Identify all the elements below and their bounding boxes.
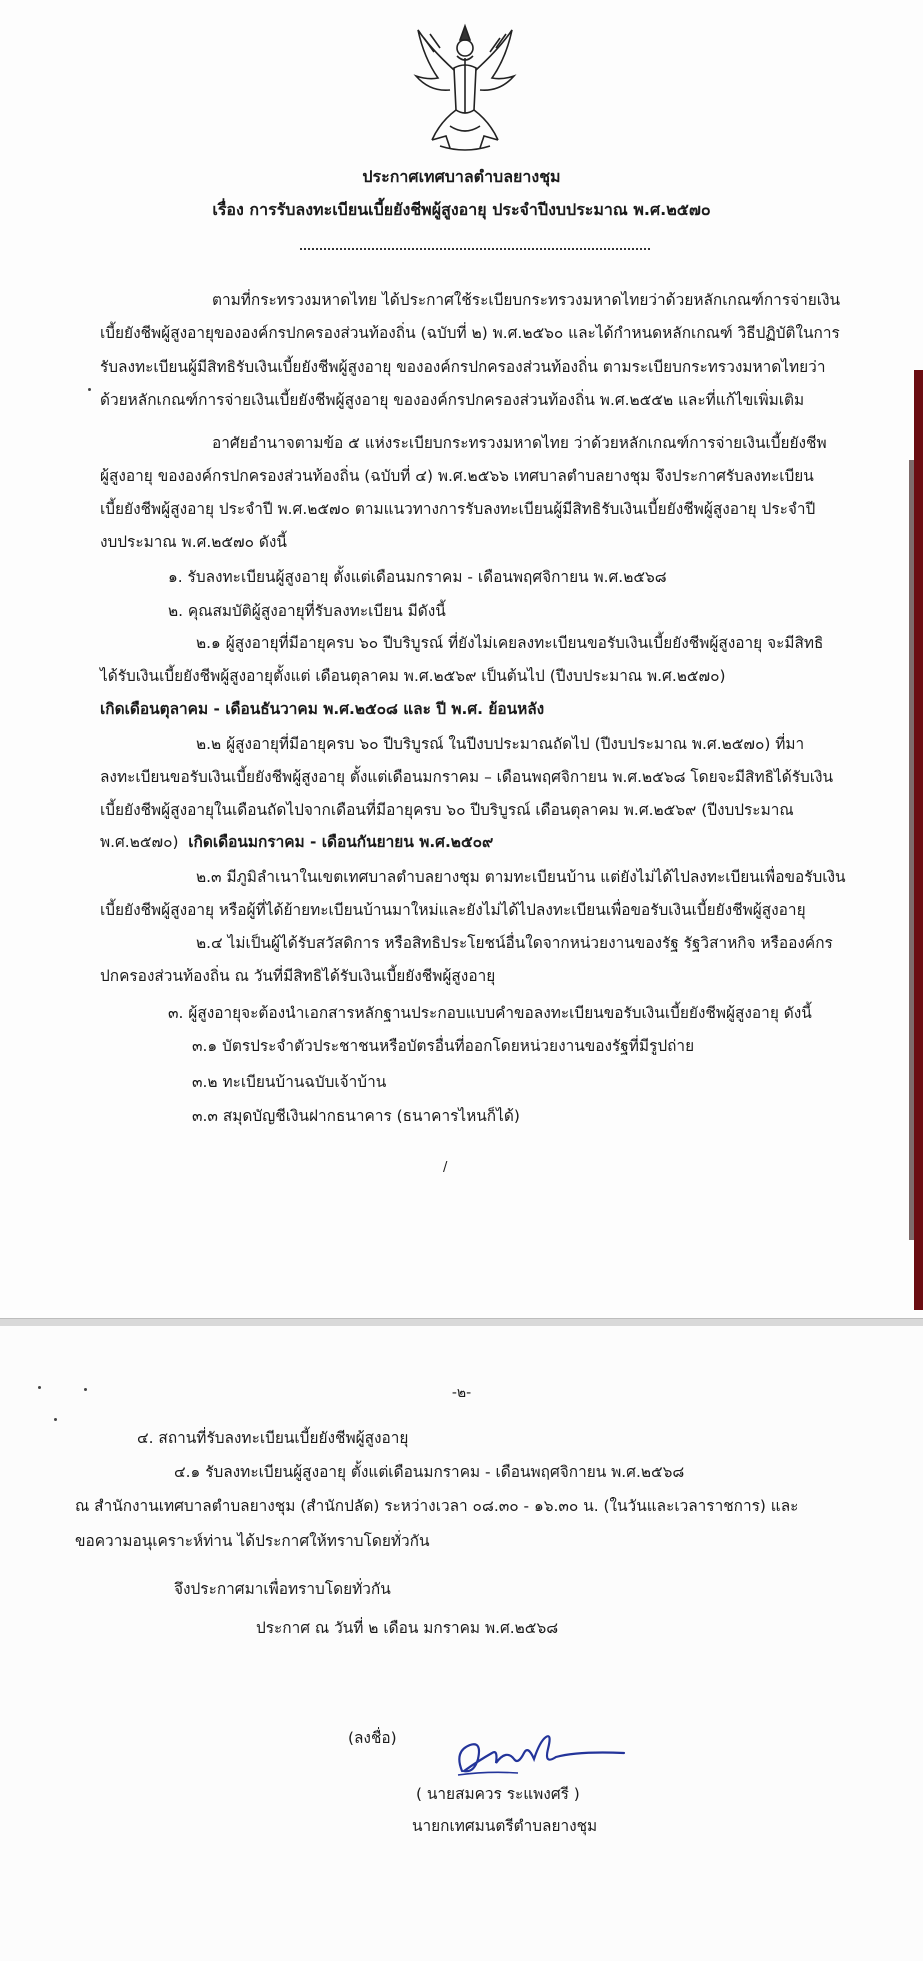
paragraph-1-line: ตามที่กระทรวงมหาดไทย ได้ประกาศใช้ระเบียบกระทรวงมหาดไทยว่าด้วยหลักเกณฑ์การจ่ายเงิน bbox=[212, 291, 841, 309]
paragraph-2-line: งบประมาณ พ.ศ.๒๕๗๐ ดังนี้ bbox=[100, 533, 287, 551]
signer-position: นายกเทศมนตรีตำบลยางชุม bbox=[412, 1817, 598, 1835]
date-line: ประกาศ ณ วันที่ ๒ เดือน มกราคม พ.ศ.๒๕๖๘ bbox=[256, 1619, 559, 1637]
item-2-4-line: ปกครองส่วนท้องถิ่น ณ วันที่มีสิทธิได้รับเงินเบี้ยยังชีพผู้สูงอายุ bbox=[100, 967, 496, 985]
item-2-1-line: ๒.๑ ผู้สูงอายุที่มีอายุครบ ๖๐ ปีบริบูรณ์ ที่ยังไม่เคยลงทะเบียนขอรับเงินเบี้ยยังชีพผู้สูงอายุ จะมีสิทธิ bbox=[196, 634, 824, 652]
cooperation-line: ขอความอนุเคราะห์ท่าน ได้ประกาศให้ทราบโดยทั่วกัน bbox=[75, 1532, 430, 1550]
scan-speck bbox=[88, 388, 91, 391]
announce-line: จึงประกาศมาเพื่อทราบโดยทั่วกัน bbox=[174, 1580, 391, 1598]
item-1: ๑. รับลงทะเบียนผู้สูงอายุ ตั้งแต่เดือนมกราคม - เดือนพฤศจิกายน พ.ศ.๒๕๖๘ bbox=[168, 568, 667, 586]
scan-speck bbox=[84, 1388, 87, 1391]
item-2-4-line: ๒.๔ ไม่เป็นผู้ได้รับสวัสดิการ หรือสิทธิประโยชน์อื่นใดจากหน่วยงานของรัฐ รัฐวิสาหกิจ หรือองค์กร bbox=[196, 934, 833, 952]
item-4-1: ๔.๑ รับลงทะเบียนผู้สูงอายุ ตั้งแต่เดือนมกราคม - เดือนพฤศจิกายน พ.ศ.๒๕๖๘ bbox=[174, 1463, 685, 1481]
item-3: ๓. ผู้สูงอายุจะต้องนำเอกสารหลักฐานประกอบแบบคำขอลงทะเบียนขอรับเงินเบี้ยยังชีพผู้สูงอายุ ดังนี้ bbox=[168, 1004, 812, 1022]
item-3-1: ๓.๑ บัตรประจำตัวประชาชนหรือบัตรอื่นที่ออกโดยหน่วยงานของรัฐที่มีรูปถ่าย bbox=[192, 1037, 695, 1055]
paragraph-2-line: เบี้ยยังชีพผู้สูงอายุ ประจำปี พ.ศ.๒๕๗๐ ตามแนวทางการรับลงทะเบียนผู้มีสิทธิรับเงินเบี้ยยังชีพผู้สูงอายุ ประจำปี bbox=[100, 500, 816, 518]
paragraph-1-line: ด้วยหลักเกณฑ์การจ่ายเงินเบี้ยยังชีพผู้สูงอายุ ขององค์กรปกครองส่วนท้องถิ่น พ.ศ.๒๕๕๒ และที่แก้ไขเพิ่มเติม bbox=[100, 391, 805, 409]
paragraph-1-line: เบี้ยยังชีพผู้สูงอายุขององค์กรปกครองส่วนท้องถิ่น (ฉบับที่ ๒) พ.ศ.๒๕๖๐ และได้กำหนดหลักเกณฑ์ วิธีปฏิบัติในการ bbox=[100, 324, 840, 342]
item-3-3: ๓.๓ สมุดบัญชีเงินฝากธนาคาร (ธนาคารไหนก็ได้) bbox=[192, 1107, 520, 1125]
paragraph-2-line: ผู้สูงอายุ ขององค์กรปกครองส่วนท้องถิ่น (ฉบับที่ ๔) พ.ศ.๒๕๖๖ เทศบาลตำบลยางชุม จึงประกาศรับลงทะเบียน bbox=[100, 467, 814, 485]
handwritten-signature bbox=[448, 1731, 628, 1779]
page-number: -๒- bbox=[451, 1385, 472, 1401]
item-2-2-line: ๒.๒ ผู้สูงอายุที่มีอายุครบ ๖๐ ปีบริบูรณ์ ในปีงบประมาณถัดไป (ปีงบประมาณ พ.ศ.๒๕๗๐) ที่มา bbox=[196, 735, 805, 753]
dotted-divider bbox=[300, 248, 650, 250]
document-page-2 bbox=[0, 1326, 923, 1961]
item-2-2-line: เบี้ยยังชีพผู้สูงอายุในเดือนถัดไปจากเดือนที่มีอายุครบ ๖๐ ปีบริบูรณ์ เดือนตุลาคม พ.ศ.๒๕๖๙ (ปีงบประมาณ bbox=[100, 801, 794, 819]
item-4: ๔. สถานที่รับลงทะเบียนเบี้ยยังชีพผู้สูงอายุ bbox=[137, 1429, 409, 1447]
office-hours-line: ณ สำนักงานเทศบาลตำบลยางชุม (สำนักปลัด) ระหว่างเวลา ๐๘.๓๐ - ๑๖.๓๐ น. (ในวันและเวลาราชการ) และ bbox=[75, 1497, 799, 1515]
signature-label: (ลงชื่อ) bbox=[348, 1729, 397, 1747]
item-2: ๒. คุณสมบัติผู้สูงอายุที่รับลงทะเบียน มีดังนี้ bbox=[168, 602, 446, 620]
item-3-2: ๓.๒ ทะเบียนบ้านฉบับเจ้าบ้าน bbox=[192, 1073, 387, 1091]
item-2-3-line: เบี้ยยังชีพผู้สูงอายุ หรือผู้ที่ได้ย้ายทะเบียนบ้านมาใหม่และยังไม่ได้ไปลงทะเบียนเพื่อขอรับเงินเบี้ยยังชีพผู้สูงอายุ bbox=[100, 901, 806, 919]
pen-mark: / bbox=[443, 1160, 448, 1175]
item-2-3-line: ๒.๓ มีภูมิลำเนาในเขตเทศบาลตำบลยางชุม ตามทะเบียนบ้าน แต่ยังไม่ได้ไปลงทะเบียนเพื่อขอรับเงิน bbox=[196, 868, 846, 886]
item-2-2-line: ลงทะเบียนขอรับเงินเบี้ยยังชีพผู้สูงอายุ ตั้งแต่เดือนมกราคม – เดือนพฤศจิกายน พ.ศ.๒๕๖๘ โดยจะมีสิทธิได้รับเงิน bbox=[100, 768, 834, 786]
item-2-2-birth-range: เกิดเดือนมกราคม - เดือนกันยายน พ.ศ.๒๕๐๙ bbox=[188, 833, 494, 851]
item-2-2-tail: พ.ศ.๒๕๗๐) bbox=[100, 833, 179, 851]
paragraph-2-line: อาศัยอำนาจตามข้อ ๕ แห่งระเบียบกระทรวงมหาดไทย ว่าด้วยหลักเกณฑ์การจ่ายเงินเบี้ยยังชีพ bbox=[212, 434, 827, 452]
item-2-2-last-line bbox=[100, 832, 493, 852]
scan-speck bbox=[54, 1418, 57, 1421]
announcement-subject: เรื่อง การรับลงทะเบียนเบี้ยยังชีพผู้สูงอายุ ประจำปีงบประมาณ พ.ศ.๒๕๗๐ bbox=[212, 200, 711, 219]
scan-speck bbox=[38, 1386, 41, 1389]
item-2-1-birth-range: เกิดเดือนตุลาคม - เดือนธันวาคม พ.ศ.๒๕๐๘ และ ปี พ.ศ. ย้อนหลัง bbox=[100, 700, 545, 718]
scan-edge-shadow bbox=[914, 370, 923, 1310]
paragraph-1-line: รับลงทะเบียนผู้มีสิทธิรับเงินเบี้ยยังชีพผู้สูงอายุ ขององค์กรปกครองส่วนท้องถิ่น ตามระเบียบกระทรวงมหาดไทยว่า bbox=[100, 358, 826, 376]
announcement-title: ประกาศเทศบาลตำบลยางชุม bbox=[362, 167, 561, 186]
scan-edge-shadow bbox=[909, 460, 914, 1240]
item-2-1-line: ได้รับเงินเบี้ยยังชีพผู้สูงอายุตั้งแต่ เดือนตุลาคม พ.ศ.๒๕๖๙ เป็นต้นไป (ปีงบประมาณ พ.ศ.๒๕๗๐) bbox=[100, 667, 726, 685]
signer-name: ( นายสมควร ระแพงศรี ) bbox=[416, 1785, 580, 1803]
garuda-emblem-icon bbox=[410, 18, 520, 156]
